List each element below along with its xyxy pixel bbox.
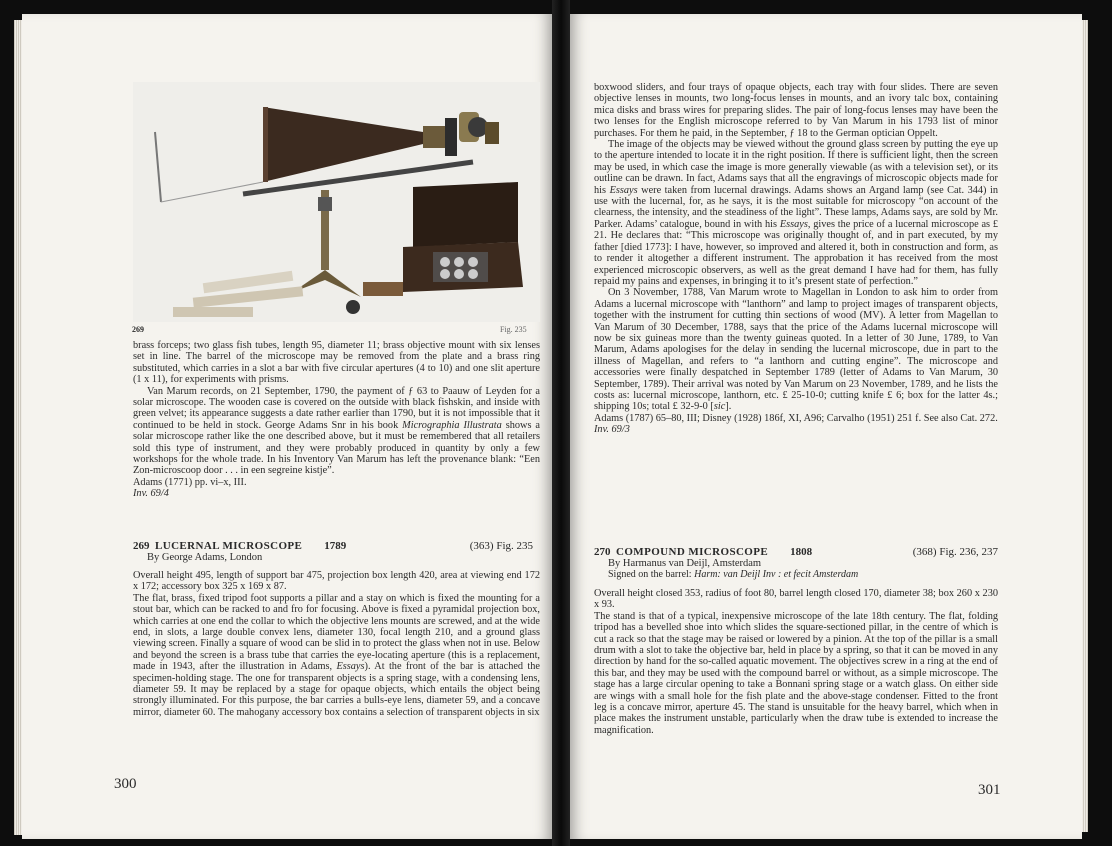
entry-ref: (368) Fig. 236, 237	[912, 546, 998, 558]
paragraph: The stand is that of a typical, inexpensive microscope of the late 18th century. The flat, folding tripod has a bevelled shoe into which slides the square-sectioned pillar, in the centre of which is cut a rack so that the stage may be raised or lowered by a pinion. At the top of the pillar is a small drum with a slot to take the objective bar, held in place by a spring, so that it can be moved in any direction by hand for the so-called aquatic movement. The objectives screw in a ring at the end of this bar, and they may be used with the compound barrel or without, as a simple microscope. The stage has a large circular opening to take a Bonnani spring stage or a watch glass. On either side are wings with a small hole for the fish plate and the above-stage condenser. Fitted to the front leg is a concave mirror, aperture 45. The stand is unsuitable for the heavy barrel, which when in place makes the instrument unstable, particularly when the draw tube is extended to increase the magnification.	[594, 610, 998, 736]
paragraph: The flat, brass, fixed tripod foot supports a pillar and a stay on which is fixed the mounting for a stout bar, which can be racked to and fro for focusing. Above is fixed a pyramidal projection box, which carries at one end the collar to which the objective lens mounts are screwed, and at the wide end, in slots, a large double convex lens, diameter 130, focal length 210, and a ground glass viewing screen. Finally a square of wood can be slid in to protect the glass when not in use. Below and beyond the screen is a brass tube that carries the eye-locating aperture (this is a replacement, made in 1943, after the illustration in Adams, Essays). At the front of the bar is attached the specimen-holding stage. The one for transparent objects is a spring stage, with a condensing lens, diameter 59. It may be replaced by a stage for opaque objects, which entails the object being strongly illuminated. For this purpose, the bar carries a bulls-eye lens, diameter 59, and a concave mirror, diameter 60. The mahogany accessory box contains a selection of transparent objects in six	[133, 592, 541, 718]
book-gutter	[552, 0, 570, 846]
entry-270-header	[594, 546, 998, 580]
entry-year: 1808	[790, 546, 813, 558]
entry-maker: By George Adams, London	[147, 552, 263, 563]
entry-maker: By Harmanus van Deijl, Amsterdam	[608, 558, 762, 569]
lucernal-microscope-photo	[133, 82, 540, 322]
left-continued-text	[133, 340, 540, 500]
page-number: 301	[978, 782, 1001, 798]
entry-title: LUCERNAL MICROSCOPE	[155, 540, 303, 552]
paragraph: boxwood sliders, and four trays of opaque objects, each tray with four slides. There are seven objective lenses in mounts, two long-focus lenses in mounts, and an ivory talc box, containing mica disks and brass wires for preparing slides. The pair of long-focus lenses may have been the two lenses for the English microscope referred to by Van Marum in his 1793 list of minor purchases. For them he paid, in the September, ƒ 18 to the German optician Oppelt.	[594, 82, 998, 139]
dimensions: Overall height closed 353, radius of foot 80, barrel length closed 170, diameter 38; box 260 x 230 x 93.	[594, 588, 998, 611]
entry-year: 1789	[324, 540, 347, 552]
entry-number: 270	[594, 546, 611, 558]
entry-269-header	[133, 540, 533, 563]
paragraph: On 3 November, 1788, Van Marum wrote to Magellan in London to ask him to order from Adams a lucernal microscope with “lanthorn” and lamp to project images of transparent objects, together with the instrument for cutting thin sections of wood (MV). A letter from Magellan to Van Marum of 30 December, 1788, says that the price of the Adams lucernal microscope will now be six guineas more than the twenty guineas quoted. In a letter of 30 June, 1789, to Van Marum, Adams apologises for the delay in sending the lucernal microscope, due in part to the illness of Magellan, and refers to “a lanthorn and cutting engine”. The microscope and accessories were finally despatched in September 1789 (letter of Adams to Van Marum, 30 September, 1789). Their arrival was noted by Van Marum on 23 November, 1789, and he lists the costs as: lucernal microscope, lanthorn, etc. £ 25-10-0; cutting knife £ 6; box for the latter 4s.; shipping 10s; total £ 32-9-0 [sic].	[594, 287, 998, 413]
figure-number: 269	[132, 325, 144, 334]
entry-270-text	[594, 588, 998, 736]
entry-ref: (363) Fig. 235	[469, 540, 533, 552]
entry-signature: Signed on the barrel: Harm: van Deijl Inv : et fecit Amsterdam	[608, 569, 859, 580]
left-page	[22, 14, 552, 839]
reference-line: Adams (1771) pp. vi–x, III.	[133, 476, 247, 488]
references: Adams (1787) 65–80, III; Disney (1928) 186f, XI, A96; Carvalho (1951) 251 f. See also Cat. 272.	[594, 412, 998, 424]
lucernal-microscope-illustration	[133, 82, 540, 322]
paragraph: Van Marum records, on 21 September, 1790, the payment of ƒ 63 to Paauw of Leyden for a solar microscope. The wooden case is covered on the outside with black fishskin, and inside with green velvet; its appearance suggests a date rather earlier than 1790, but it is not impossible that it continued to be held in stock. George Adams Snr in his book Micrographia Illustrata shows a solar microscope rather like the one described above, but it must be remembered that all retailers sold this type of instrument, and they were probably produced in quantity by only a few workshops for the whole trade. In his Inventory Van Marum has left the provenance blank: “Een Zon-microscoop door . . . in een segreine kistje”.	[133, 385, 540, 477]
inventory-number: Inv. 69/4	[133, 488, 169, 500]
inventory-number: Inv. 69/3	[594, 424, 630, 436]
figure-caption: Fig. 235	[500, 325, 527, 334]
right-continued-text	[594, 82, 998, 436]
paragraph: brass forceps; two glass fish tubes, length 95, diameter 11; brass objective mount with six lenses set in line. The barrel of the microscope may be removed from the plate and a brass ring substituted, which carries in a slot a bar with five circular apertures (4 to 10) and one slit aperture (1 x 11), for experiments with prisms.	[133, 340, 540, 386]
paragraph: The image of the objects may be viewed without the ground glass screen by putting the eye up to the aperture intended to locate it in the right position. If there is sufficient light, then the screen may be used, in which case the image is more generally viewable (as with a television set), or its outline can be drawn. In fact, Adams says that all the engravings of microscopic objects made for his Essays were taken from lucernal drawings. Adams shows an Argand lamp (see Cat. 344) in use with the lucernal, for, as he says, it is the most suitable for microscopy “on account of the clearness, the intensity, and the steadiness of the light”. These lamps, Adams says, are sold by Mr. Parker. Adams’ catalogue, bound in with his Essays, gives the price of a lucernal microscope as £ 21. He declares that: “This microscope was originally thought of, and in part executed, by my father [died 1773]: I have, however, so improved and altered it, both in construction and form, as to render it altogether a different instrument. The approbation it has received from the most experienced microscopic observers, as well as the great demand I have had for them, has fully repaid my pains and expenses, in bringing it to it’s present state of perfection.”	[594, 139, 998, 287]
dimensions: Overall height 495, length of support bar 475, projection box length 420, area at viewing end 172 x 172; accessory box 325 x 169 x 87.	[133, 570, 540, 593]
entry-269-text	[133, 570, 540, 718]
page-number: 300	[114, 776, 137, 792]
entry-number: 269	[133, 540, 150, 552]
right-page	[570, 14, 1082, 839]
entry-title: COMPOUND MICROSCOPE	[616, 546, 769, 558]
